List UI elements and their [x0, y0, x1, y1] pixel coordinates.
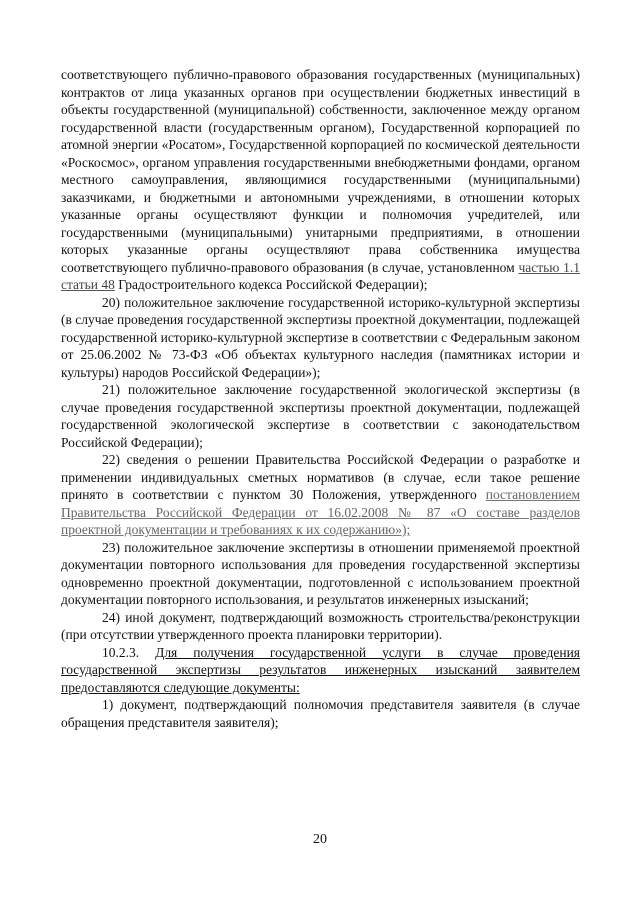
paragraph-continuation-tail: Градостроительного кодекса Российской Федерации);	[114, 277, 428, 292]
page-number: 20	[313, 832, 327, 847]
list-item-22	[61, 451, 580, 539]
list-item-20: 20) положительное заключение государственной историко-культурной экспертизы (в случае проведения государственной экспертизы проектной документации, подлежащей государственной историко-культурной экспертизе в соответствии с Федеральным законом от 25.06.2002 № 73-ФЗ «Об объектах культурного наследия (памятниках истории и культуры) народов Российской Федерации»);	[61, 294, 580, 380]
section-heading	[61, 644, 580, 697]
paragraph-continuation	[61, 66, 580, 294]
list-item-24: 24) иной документ, подтверждающий возможность строительства/реконструкции (при отсутствии утвержденного проекта планировки территории).	[61, 609, 580, 642]
list-item-1: 1) документ, подтверждающий полномочия представителя заявителя (в случае обращения представителя заявителя);	[61, 697, 580, 730]
list-item-21: 21) положительное заключение государственной экологической экспертизы (в случае проведения государственной экспертизы проектной документации, подлежащей государственной экологической экспертизе в соответствии с законодательством Российской Федерации);	[61, 382, 580, 450]
paragraph-continuation-text: соответствующего публично-правового образования государственных (муниципальных) контрактов от лица указанных органов при осуществлении бюджетных инвестиций в объекты государственной (муниципальной) собственности, заключенное между органом государственной власти (государственным органом), Государственной корпорацией по атомной энергии «Росатом», Государственной корпорацией по космической деятельности «Роскосмос», органом управления государственными внебюджетными фондами, органом местного самоуправления, являющимися государственными (муниципальными) заказчиками, и бюджетными и автономными учреждениями, в отношении которых указанные органы осуществляют функции и полномочия учредителей, или государственными (муниципальными) унитарными предприятиями, в отношении которых указанные органы осуществляют права собственника имущества соответствующего публично-правового образования (в случае, установленном	[61, 67, 580, 275]
list-item-22-text: 22) сведения о решении Правительства Российской Федерации о разработке и применении индивидуальных сметных нормативов (в случае, если такое решение принято в соответствии с пунктом 30 Положения, утвержденного	[61, 452, 580, 502]
section-number: 10.2.3.	[102, 644, 140, 660]
decree-link[interactable]: постановлением Правительства Российской Федерации от 16.02.2008 № 87 «О составе разделов проектной документации и требованиях к их содержанию»);	[61, 487, 580, 537]
list-item-23: 23) положительное заключение экспертизы в отношении применяемой проектной документации повторного использования для проведения государственной экспертизы одновременно проектной документации, подготовленной с использованием проектной документации повторного использования, и результатов инженерных изысканий;	[61, 539, 580, 607]
article-link[interactable]: частью 1.1 статьи 48	[61, 259, 580, 292]
section-heading-text: Для получения государственной услуги в случае проведения государственной экспертизы результатов инженерных изысканий заявителем предоставляются следующие документы:	[61, 644, 581, 695]
